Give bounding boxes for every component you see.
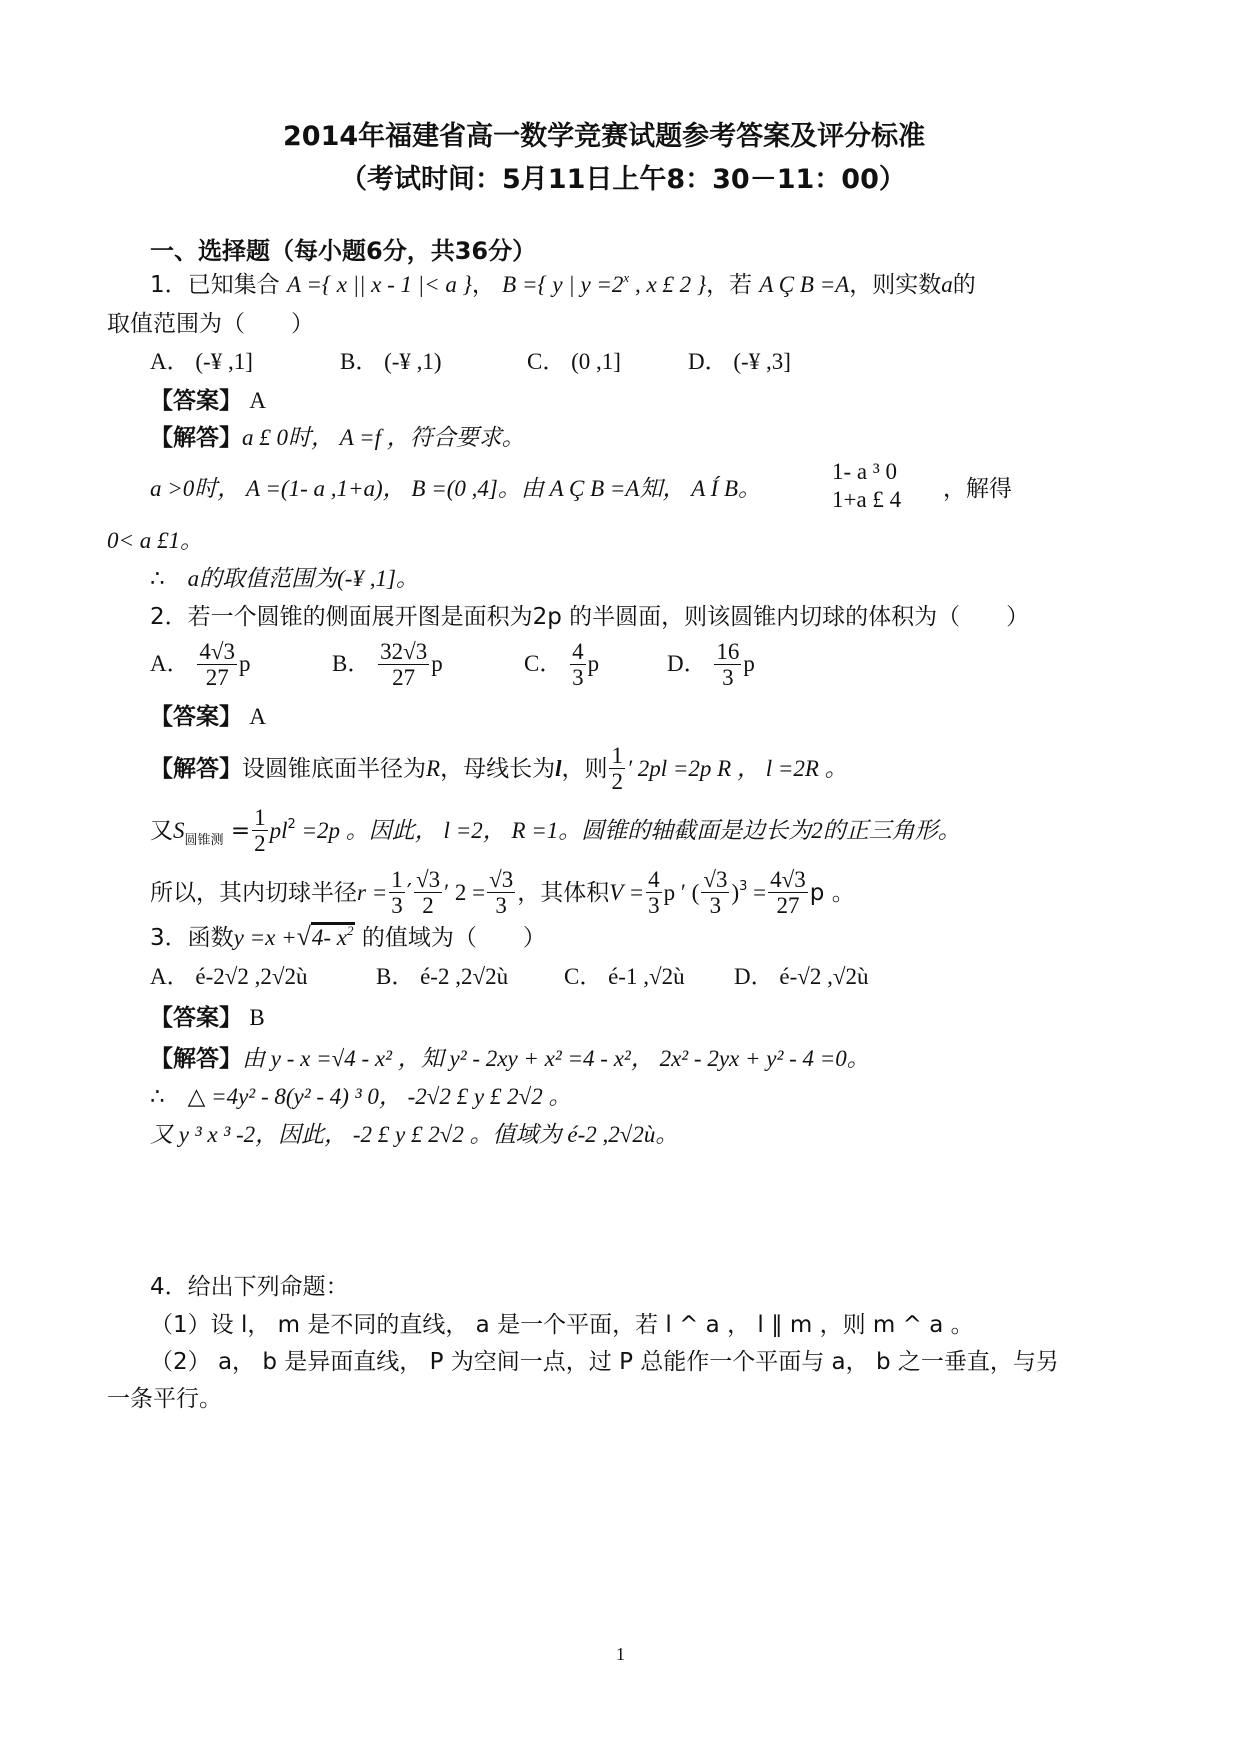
q3-solution-line2: ∴ △ =4y² - 8(y² - 4) ³ 0， -2√2 £ y £ 2√2 。 xyxy=(150,1084,572,1110)
q1-set-b: B ={ y | $y =2^x$ , x £ 2 } xyxy=(502,270,707,297)
q1-var: a xyxy=(941,272,953,297)
q1-end: ，则实数 xyxy=(849,272,942,298)
q2-answer: 【答案】 A xyxy=(150,704,266,730)
q1-sep: ， xyxy=(471,272,495,298)
q4-item-2-continued: 一条平行。 xyxy=(107,1386,222,1412)
q1-tail: 的 xyxy=(952,272,976,298)
q3-solution-line1: 【解答】由 y - x =√4 - x² ，知 y² - 2xy + x² =4 - x²， 2x² - 2yx + y² - 4 =0。 xyxy=(150,1046,870,1072)
q2-option-a: A． $\frac{4√3}{27}$ p xyxy=(150,639,251,690)
q3-solution-line3: 又 y ³ x ³ -2，因此， -2 £ y £ 2√2 。值域为 é-2 ,2√2ù。 xyxy=(150,1122,679,1147)
q3-option-c: C． é-1 ,√2ù xyxy=(564,964,685,989)
q1-mid: ，若 xyxy=(706,272,753,298)
q1-solution-line1: 【解答】a £ 0时， A =f ，符合要求。 xyxy=(150,425,525,451)
q4-stem: 4．给出下列命题： xyxy=(150,1274,349,1300)
q1-solution-line2-end: ，解得 xyxy=(943,476,1012,502)
q1-system-brace: 1- a ³ 0 1+a £ 4 xyxy=(832,459,902,512)
q3-option-b: B． é-2 ,2√2ù xyxy=(376,964,509,989)
q2-option-d: D． $\frac{16}{3}$ p xyxy=(667,639,755,690)
q1-condition: A Ç B =A xyxy=(759,272,850,297)
q1-option-d: D． (-¥ ,3] xyxy=(688,349,791,374)
q1-solution-line4: ∴ a的取值范围为(-¥ ,1]。 xyxy=(150,566,419,592)
q2-solution-line1: 【解答】设圆锥底面半径为R，母线长为l，则 $\frac{1}{2}$ ′ 2pl =2p R ， l =2R 。 xyxy=(150,743,848,794)
q1-stem-line2: 取值范围为（ ） xyxy=(107,311,314,337)
q1-prefix: 1．已知集合 xyxy=(150,272,280,298)
q1-option-c: C． (0 ,1] xyxy=(527,349,621,374)
q1-solution-line3: 0< a £1。 xyxy=(107,528,204,553)
q1-option-a: A． (-¥ ,1] xyxy=(150,349,253,374)
q1-stem xyxy=(150,270,976,300)
q4-item-2: （2） a， b 是异面直线， P 为空间一点，过 P 总能作一个平面与 a， b 之一垂直，与另 xyxy=(150,1349,1059,1375)
document-title: 2014年福建省高一数学竞赛试题参考答案及评分标准 xyxy=(283,121,926,152)
q3-answer: 【答案】 B xyxy=(150,1005,265,1031)
q3-option-a: A． é-2√2 ,2√2ù xyxy=(150,964,308,989)
q1-option-b: B． (-¥ ,1) xyxy=(340,349,442,374)
q2-solution-line3: 所以，其内切球半径r = $\frac{1}{3}$ ′ $\frac{√3}{2}$ ′ 2 = $\frac{√3}{3}$ ，其体积V = $\frac{4}{3}$ p ′ ( $\frac{√3}{3}$ )$^3$ = $\frac{4√3}{27}$ p 。 xyxy=(150,867,855,918)
q3-option-d: D． é-√2 ,√2ù xyxy=(734,964,869,989)
q1-solution-line2: a >0时， A =(1- a ,1+a)， B =(0 ,4]。由 A Ç B =A知， A Í B。 xyxy=(150,476,762,501)
document-subtitle: （考试时间：5月11日上午8：30－11：00） xyxy=(340,164,906,195)
q1-set-a: A ={ x || x - 1 |< a } xyxy=(286,272,472,297)
q2-solution-line2: 又$S_{圆锥测}$ = $\frac{1}{2}$ $pl^2 =2p$ 。因此， l =2， R =1。圆锥的轴截面是边长为2的正三角形。 xyxy=(150,805,961,856)
q2-option-c: C． $\frac{4}{3}$ p xyxy=(524,639,600,690)
q2-option-b: B． $\frac{32√3}{27}$ p xyxy=(332,639,443,690)
q1-answer: 【答案】 A xyxy=(150,388,266,414)
q4-item-1: （1）设 l， m 是不同的直线， a 是一个平面，若 l ^ a ， l ∥ m ，则 m ^ a 。 xyxy=(150,1312,974,1338)
page-number: 1 xyxy=(616,1644,625,1664)
q2-stem: 2．若一个圆锥的侧面展开图是面积为2p 的半圆面，则该圆锥内切球的体积为（ ） xyxy=(150,604,1030,630)
q3-stem: 3．函数y =x +√4- $x^2$ 的值域为（ ） xyxy=(150,922,546,951)
section-heading-choice: 一、选择题（每小题6分，共36分） xyxy=(150,237,537,265)
